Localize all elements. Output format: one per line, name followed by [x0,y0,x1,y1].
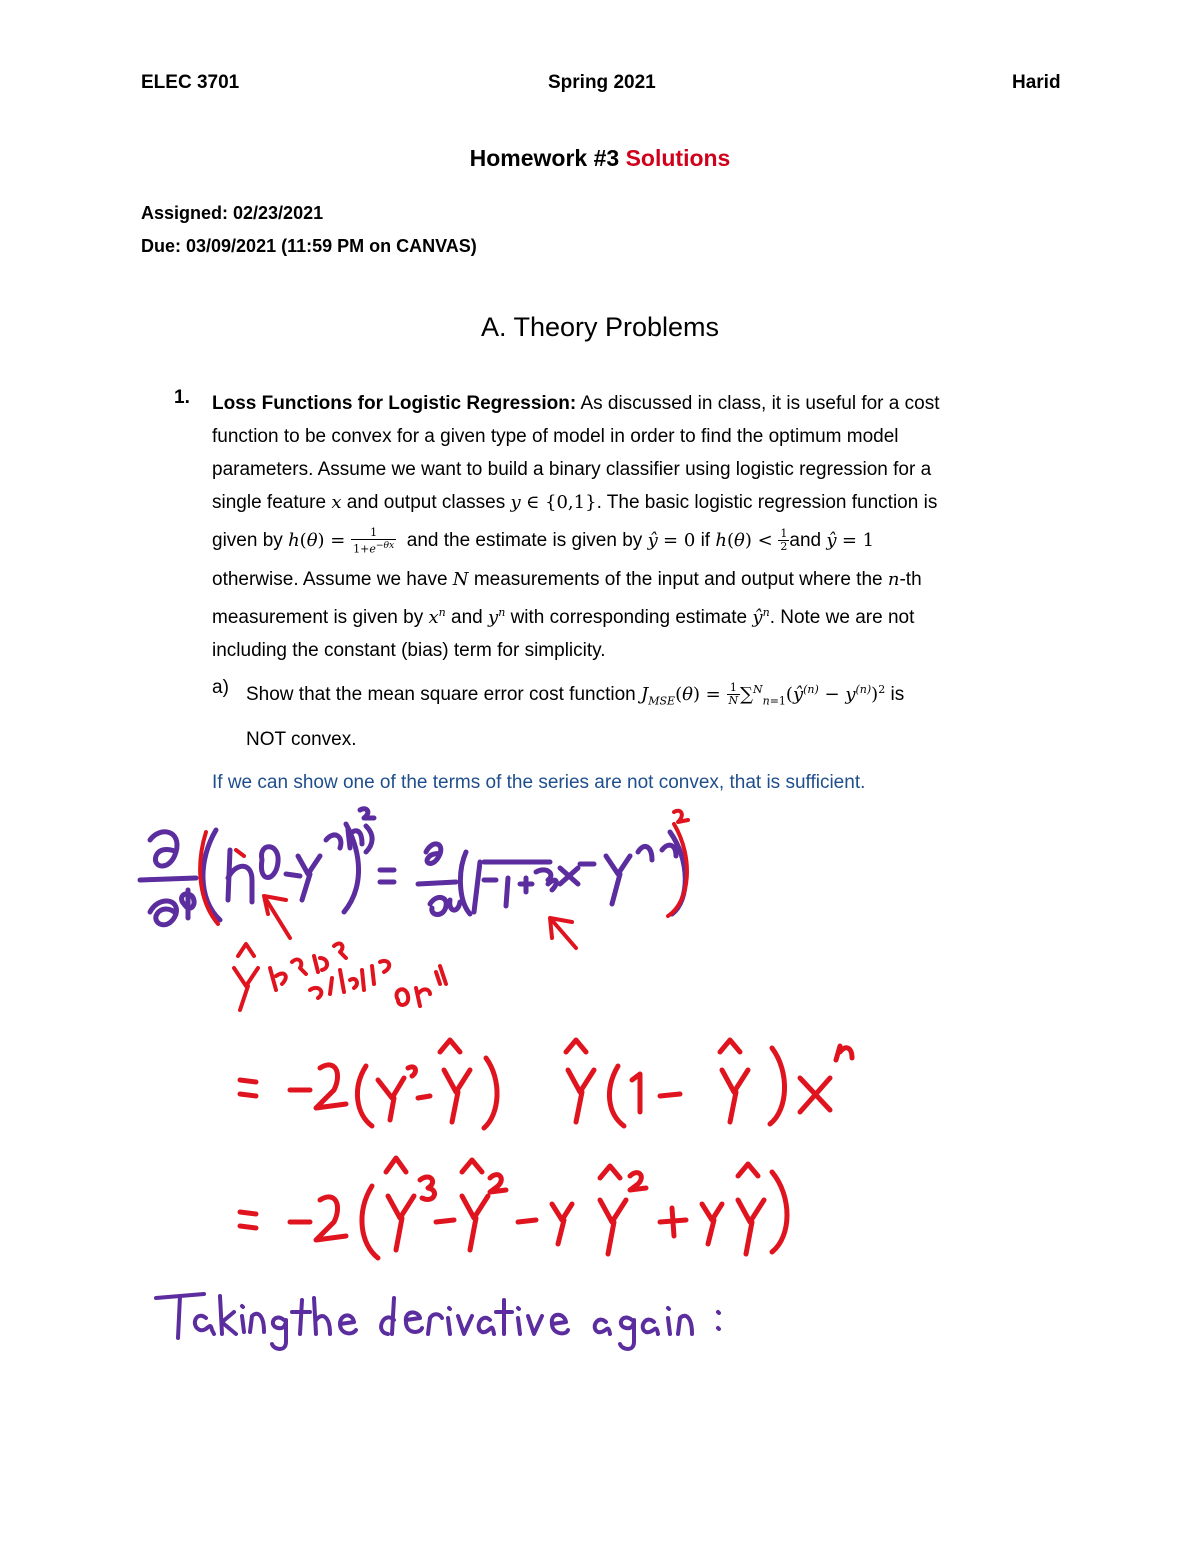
solution-note: If we can show one of the terms of the series are not convex, that is sufficient. [212,772,866,793]
handwritten-derivative-line3 [240,1158,787,1258]
due-date: Due: 03/09/2021 (11:59 PM on CANVAS) [141,236,477,256]
title-main: Homework #3 [469,145,620,171]
problem-text-line: function to be convex for a given type of model in order to find the optimum model [212,426,899,447]
problem-text-line: measurement is given by $x^n$ and $y^n$ with corresponding estimate $ŷ^n$. Note we are not [212,606,915,628]
subquestion-label: a) [212,677,229,698]
handwritten-derivative-line2 [240,1040,852,1128]
problem-text-line: parameters. Assume we want to build a binary classifier using logistic regression for a [212,459,932,480]
assigned-date: Assigned: 02/23/2021 [141,203,324,223]
problem-heading: Loss Functions for Logistic Regression: [212,393,577,414]
term: Spring 2021 [548,72,656,93]
problem-text-line: otherwise. Assume we have N measurements of the input and output where the n-th [212,569,922,590]
problem-text-line: single feature x and output classes y ∈ {0,1}. The basic logistic regression function is [212,492,938,513]
handwritten-derivative-line1 [140,809,685,925]
problem-text-line: given by h(θ) = $\frac{1}{1+e^{-\theta x}}$ and the estimate is given by ŷ = 0 if h(θ) < $\frac{1}{2}$ and ŷ = 1 [212,525,875,556]
problem-number: 1. [174,387,190,408]
handwritten-taking-derivative-again [156,1294,719,1349]
course-code: ELEC 3701 [141,72,240,93]
section-title: A. Theory Problems [480,312,720,342]
subquestion-text: Show that the mean square error cost function $J_{MSE}(\theta)$ = $\frac{1}{N}$ $\sum^N_{n=1}(ŷ^{(n)} - y^{(n)})^2$ is NOT convex. [246,681,905,750]
problem-text-line: As discussed in class, it is useful for a cost [580,393,940,414]
title-highlight: Solutions [625,145,731,171]
problem-text-line: including the constant (bias) term for simplicity. [212,640,606,661]
instructor: Harid [1012,72,1061,93]
